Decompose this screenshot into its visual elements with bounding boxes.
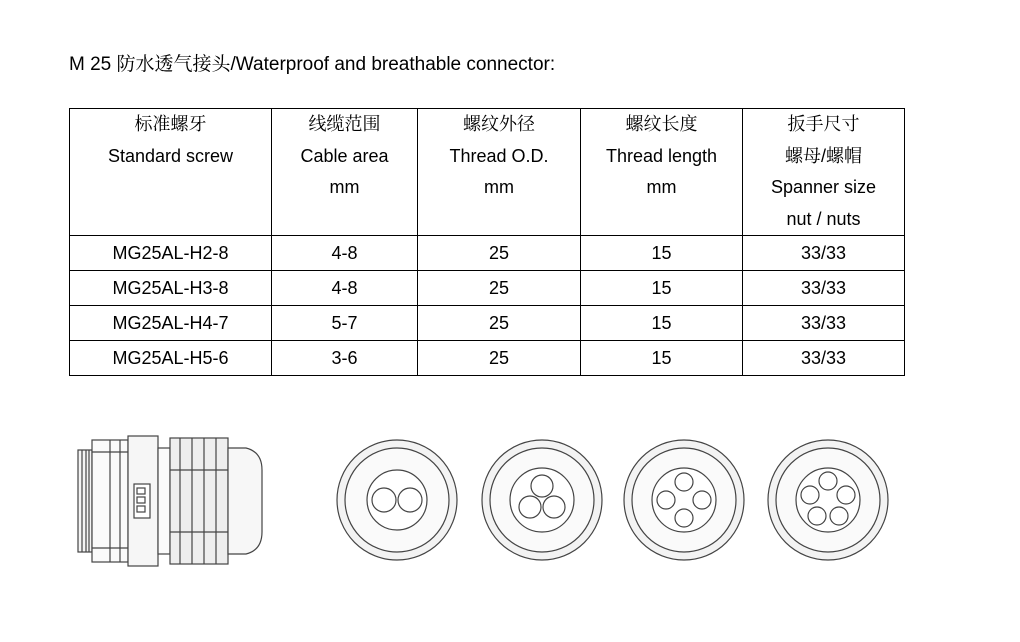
three-hole-front-view-icon: [482, 440, 602, 560]
table-row: [70, 271, 905, 306]
page-title: M 25 防水透气接头/Waterproof and breathable connector:: [69, 54, 556, 75]
cell-spanner-size: 33/33: [743, 271, 905, 306]
header-line: 标准螺牙: [134, 114, 207, 134]
header-thread-od: [418, 109, 581, 236]
cell-spanner-size: 33/33: [743, 236, 905, 271]
table-header-row: [70, 109, 905, 236]
table-row: [70, 306, 905, 341]
cell-cable-area: 4-8: [272, 271, 418, 306]
header-line: Standard screw: [107, 145, 234, 166]
five-hole-front-view-icon: [768, 440, 888, 560]
cell-thread-length: 15: [581, 306, 743, 341]
cell-cable-area: 3-6: [272, 341, 418, 376]
cell-thread-od: 25: [418, 271, 581, 306]
header-line: Spanner size: [770, 177, 877, 197]
header-line: 线缆范围: [308, 114, 381, 134]
header-line: Thread length: [605, 145, 718, 166]
header-standard-screw: [70, 109, 272, 236]
cell-cable-area: 4-8: [272, 236, 418, 271]
spec-table: [69, 108, 905, 376]
connector-side-view-icon: [78, 436, 262, 566]
cell-model: MG25AL-H3-8: [70, 271, 272, 306]
cell-thread-length: 15: [581, 341, 743, 376]
header-line: 螺母/螺帽: [784, 145, 862, 166]
header-line: Thread O.D.: [449, 145, 549, 166]
header-line: mm: [329, 177, 360, 197]
cell-thread-od: 25: [418, 306, 581, 341]
header-line: 螺纹外径: [463, 114, 535, 134]
header-line: 扳手尺寸: [787, 114, 860, 134]
cell-thread-od: 25: [418, 236, 581, 271]
cell-cable-area: 5-7: [272, 306, 418, 341]
two-hole-front-view-icon: [337, 440, 457, 560]
cell-thread-length: 15: [581, 271, 743, 306]
header-thread-length: [581, 109, 743, 236]
connector-drawings: [0, 420, 1020, 580]
table-row: [70, 236, 905, 271]
header-spanner-size: [743, 109, 905, 236]
cell-model: MG25AL-H5-6: [70, 341, 272, 376]
header-cable-area: [272, 109, 418, 236]
header-line: 螺纹长度: [625, 114, 698, 134]
cell-spanner-size: 33/33: [743, 341, 905, 376]
four-hole-front-view-icon: [624, 440, 744, 560]
cell-spanner-size: 33/33: [743, 306, 905, 341]
cell-thread-length: 15: [581, 236, 743, 271]
cell-thread-od: 25: [418, 341, 581, 376]
cell-model: MG25AL-H4-7: [70, 306, 272, 341]
table-row: [70, 341, 905, 376]
header-line: mm: [646, 177, 677, 197]
header-line: Cable area: [300, 145, 389, 166]
header-line: nut / nuts: [786, 208, 861, 229]
cell-model: MG25AL-H2-8: [70, 236, 272, 271]
header-line: mm: [484, 177, 514, 197]
